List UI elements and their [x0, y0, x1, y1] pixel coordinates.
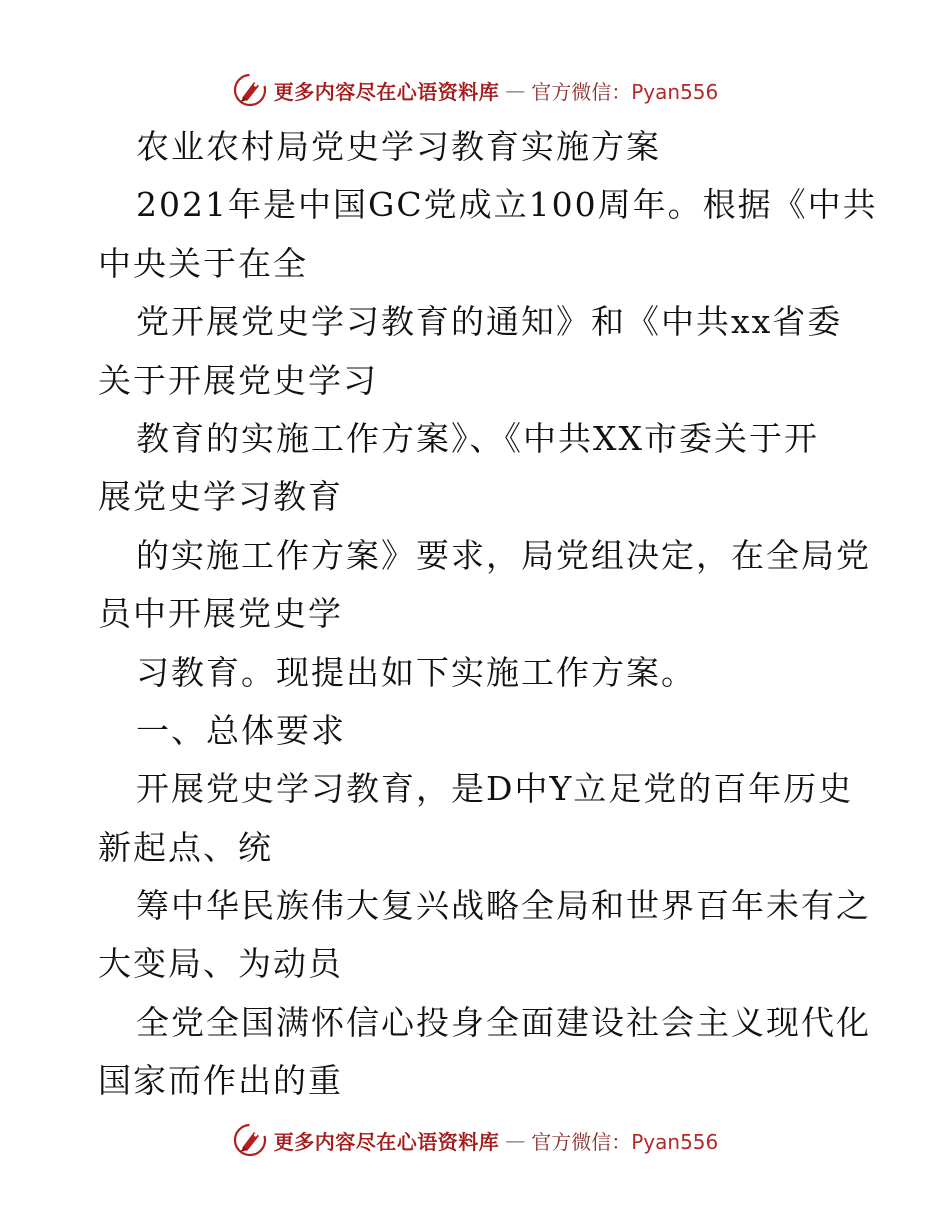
text-line: 新起点、统 [98, 827, 273, 867]
text-line: 大变局、为动员 [98, 944, 343, 984]
text-line: 一、总体要求 [136, 710, 346, 750]
footer-banner [0, 1120, 950, 1160]
text-line: 开展党史学习教育，是D中Y立足党的百年历史 [136, 769, 854, 809]
text-line: 中央关于在全 [98, 243, 308, 283]
text-line: 农业农村局党史学习教育实施方案 [136, 127, 661, 166]
text-line: 的实施工作方案》要求，局党组决定，在全局党 [136, 535, 871, 575]
banner-separator: — [505, 78, 526, 102]
text-line: 展党史学习教育 [98, 477, 343, 517]
banner-account-handle: Pyan556 [631, 1129, 719, 1154]
pen-nib-logo-icon [232, 72, 268, 108]
text-line: 国家而作出的重 [98, 1061, 343, 1101]
banner-text: 更多内容尽在心语资料库 [273, 1129, 500, 1154]
text-line: 2021年是中国GC党成立100周年。根据《中共 [136, 185, 878, 225]
banner-separator: — [505, 1128, 526, 1152]
text-line: 员中开展党史学 [98, 594, 343, 634]
document-body [98, 118, 878, 1111]
header-banner [0, 70, 950, 110]
text-line: 全党全国满怀信心投身全面建设社会主义现代化 [136, 1002, 871, 1042]
text-line: 关于开展党史学习 [98, 360, 378, 400]
text-line: 筹中华民族伟大复兴战略全局和世界百年未有之 [136, 886, 871, 926]
banner-account-handle: Pyan556 [631, 79, 719, 104]
banner-account [531, 1126, 718, 1155]
text-line: 习教育。现提出如下实施工作方案。 [136, 652, 696, 692]
text-line: 教育的实施工作方案》、《中共XX市委关于开 [136, 418, 819, 458]
banner-text: 更多内容尽在心语资料库 [273, 79, 500, 104]
banner-account [531, 76, 718, 105]
text-line: 党开展党史学习教育的通知》和《中共xx省委 [136, 302, 843, 342]
pen-nib-logo-icon [232, 1122, 268, 1158]
banner-account-label: 官方微信： [531, 79, 632, 104]
banner-account-label: 官方微信： [531, 1129, 632, 1154]
